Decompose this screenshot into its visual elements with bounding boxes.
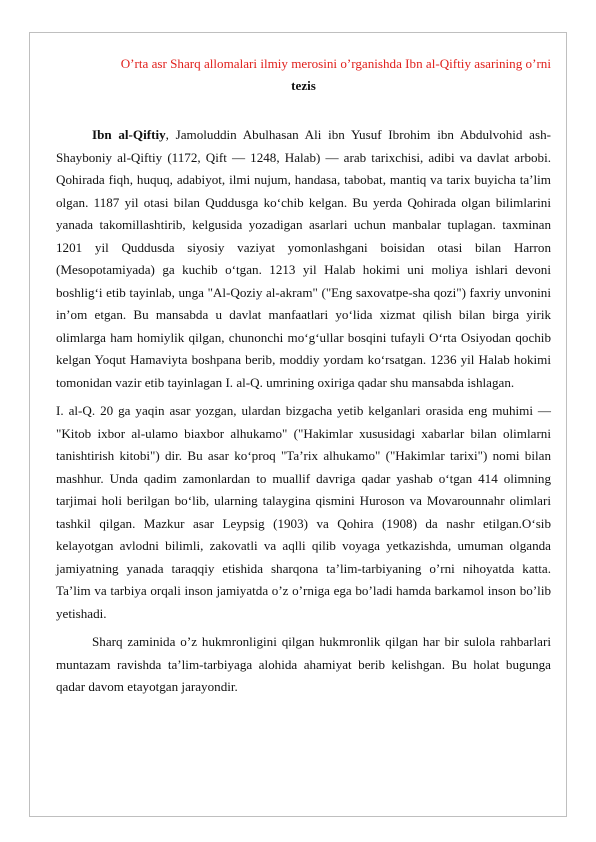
document-body <box>56 54 551 699</box>
paragraph-3: Sharq zaminida o’z hukmronligini qilgan hukmronlik qilgan har bir sulola rahbarlari muntazam ravishda ta’lim-tarbiyaga alohida ahamiyat berib kelishgan. Bu holat bugunga qadar davom etayotgan jarayondir. <box>56 634 551 694</box>
paragraph-1 <box>56 124 551 394</box>
paragraph-1-text: , Jamoluddin Abulhasan Ali ibn Yusuf Ibrohim ibn Abdulvohid ash-Shayboniy al-Qiftiy (1172, Qift — 1248, Halab) — arab tarixchisi, adibi va davlat arbobi. Qohirada fiqh, huquq, adabiyot, ilmi nujum, handasa, tabobat, mantiq va tarix buyicha ta’lim olgan. 1187 yil otasi bilan Quddusga ko‘chib kelgan. Bu yerda Qohirada olgan bilimlarini yanada takomillashtirib, kelgusida yozadigan asarlari uchun manbalar tuplagan. taxminan 1201 yil Quddusda siyosiy vaziyat yomonlashgani boisidan otasi bilan Harron (Mesopotamiyada) ga kuchib o‘tgan. 1213 yil Halab hokimi uni moliya ishlari devoni boshlig‘i etib tayinlab, unga "Al-Qoziy al-akram" ("Eng saxovatpe-sha qozi") faxriy unvonini in’om etgan. Bu mansabda u davlat manfaatlari yo‘lida xizmat qilish bilan birga yirik olimlarga ham homiylik qilgan, chunonchi mo‘g‘ullar bosqini tufayli O‘rta Osiyodan qochib kelgan Yoqut Hamaviyta boshpana berib, moddiy yordam ko‘rsatgan. 1236 yil Halab hokimi tomonidan vazir etib tayinlagan I. al-Q. umrining oxiriga qadar shu mansabda ishlagan. <box>56 127 551 390</box>
paragraph-2: I. al-Q. 20 ga yaqin asar yozgan, ulardan bizgacha yetib kelganlari orasida eng muhimi — "Kitob ixbor al-ulamo biaxbor alhukamo" ("Hakimlar xususidagi xabarlar bilan olimlarni tanishtirish kitobi") dir. Bu asar ko‘proq "Ta’rix alhukamo" ("Hakimlar tarixi") nomi bilan mashhur. Unda qadim zamonlardan to muallif davriga qadar yashab o‘tgan 414 olimning tarjimai holi berilgan bo‘lib, ularning talaygina qismini Huroson va Movarounnahr olimlari tashkil qilgan. Mazkur asar Leypsig (1903) va Qohira (1908) da nashr etilgan.O‘sib kelayotgan avlodni bilimli, zakovatli va aqlli qilib voyaga yetkazishda, umuman olganda jamiyatning yanada taraqqiy etishida sharqona ta’lim-tarbiyaning o’rni nihoyatda katta. Ta’lim va tarbiya orqali inson jamiyatda o’z o’rniga ega bo’ladi hamda barkamol inson bo’lib yetishadi. <box>56 403 551 621</box>
document-subtitle: tezis <box>291 78 316 93</box>
paragraph-1-lead: Ibn al-Qiftiy <box>92 127 166 142</box>
document-title: O’rta asr Sharq allomalari ilmiy merosini o’rganishda Ibn al-Qiftiy asarining o’rni <box>120 56 551 71</box>
